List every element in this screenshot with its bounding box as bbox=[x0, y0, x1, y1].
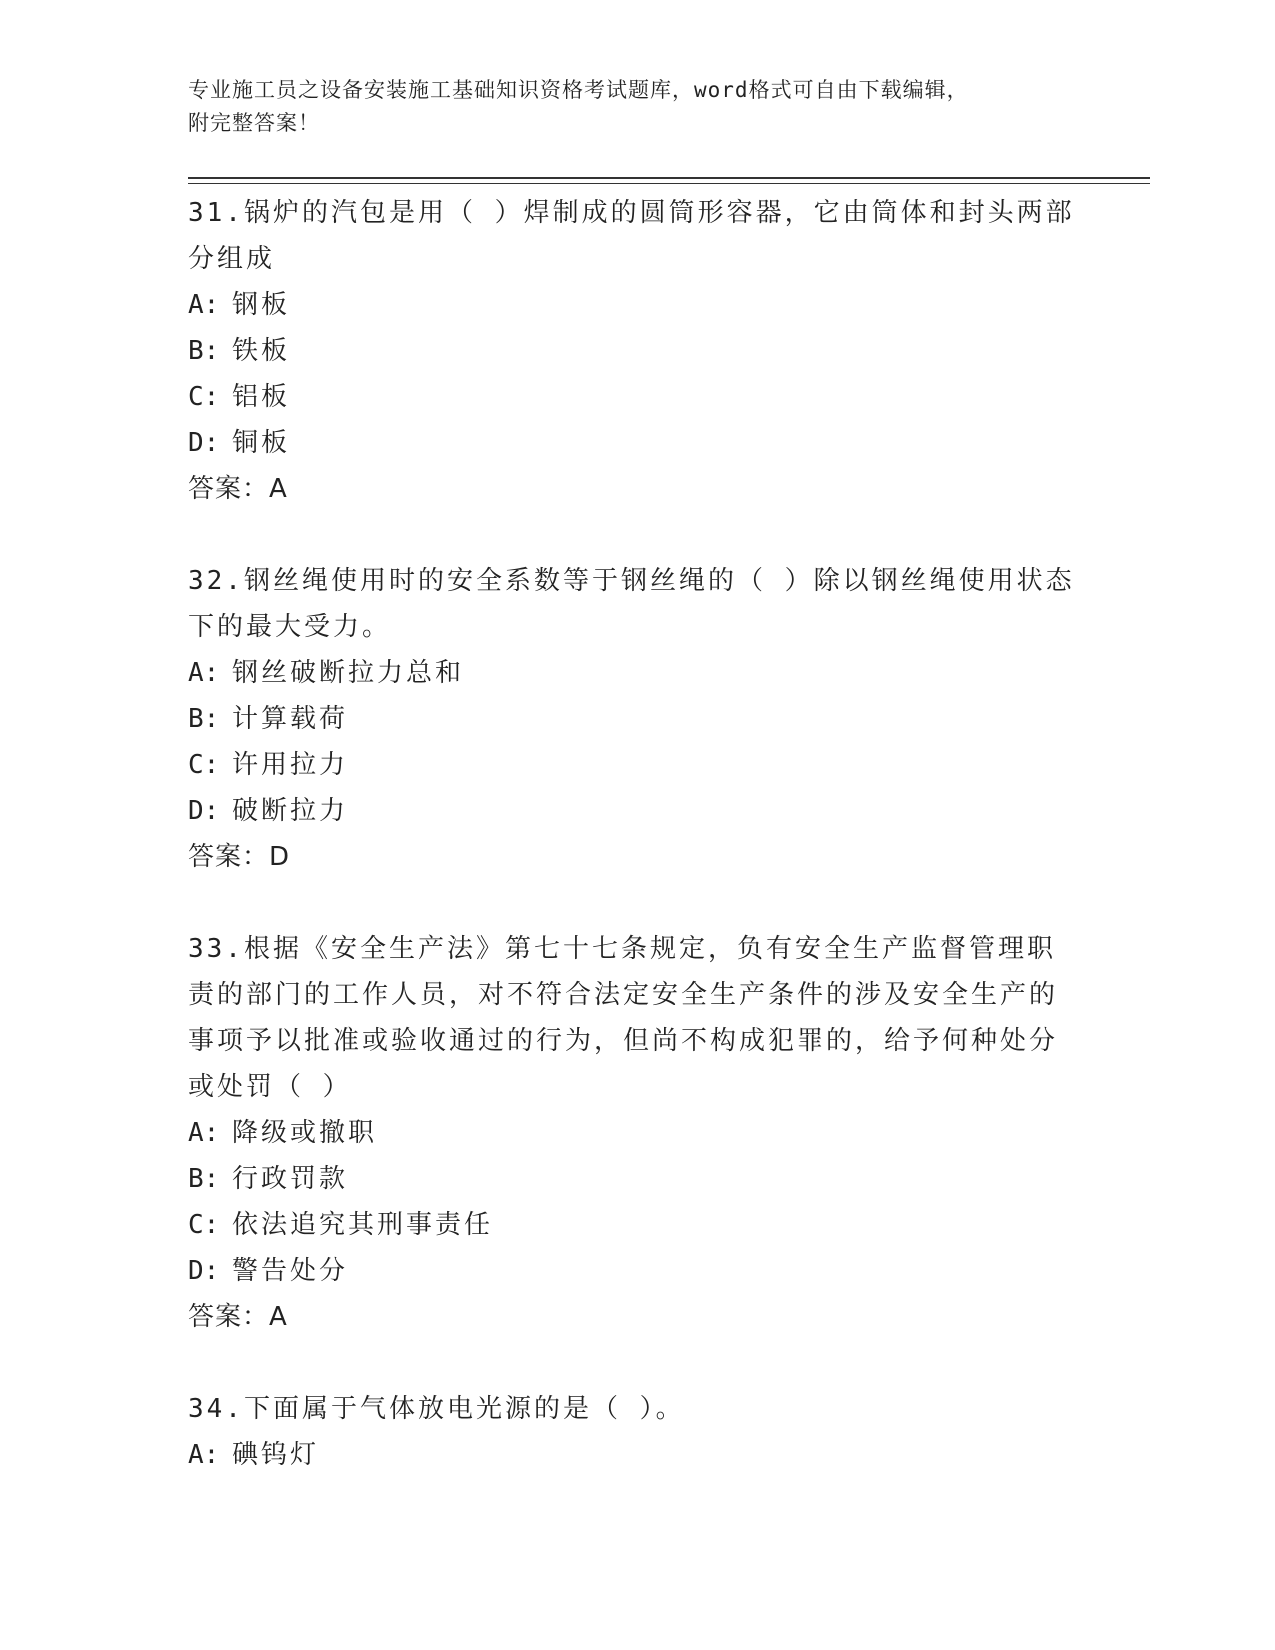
question-text: 34.下面属于气体放电光源的是（ ）。 bbox=[188, 1394, 685, 1424]
option-a bbox=[188, 1432, 1078, 1478]
option-text: 警告处分 bbox=[232, 1256, 349, 1286]
option-c bbox=[188, 374, 1078, 420]
option-text: 降级或撤职 bbox=[232, 1118, 378, 1148]
option-d bbox=[188, 788, 1078, 834]
option-letter: C: bbox=[188, 1210, 220, 1240]
option-letter: C: bbox=[188, 750, 220, 780]
option-a bbox=[188, 282, 1078, 328]
question-34 bbox=[188, 1386, 1078, 1478]
option-text: 钢丝破断拉力总和 bbox=[232, 658, 465, 688]
option-text: 行政罚款 bbox=[232, 1164, 349, 1194]
answer-line: 答案：A bbox=[188, 1302, 288, 1332]
option-d bbox=[188, 1248, 1078, 1294]
question-text: 32.钢丝绳使用时的安全系数等于钢丝绳的（ ）除以钢丝绳使用状态下的最大受力。 bbox=[188, 566, 1075, 642]
option-letter: A: bbox=[188, 1118, 220, 1148]
option-a bbox=[188, 1110, 1078, 1156]
option-text: 破断拉力 bbox=[232, 796, 349, 826]
option-text: 依法追究其刑事责任 bbox=[232, 1210, 494, 1240]
option-text: 铝板 bbox=[232, 382, 291, 412]
question-text: 31.锅炉的汽包是用（ ）焊制成的圆筒形容器，它由筒体和封头两部分组成 bbox=[188, 198, 1075, 274]
option-letter: B: bbox=[188, 704, 220, 734]
header-line-2: 附完整答案！ bbox=[188, 111, 320, 135]
header-divider-thick bbox=[188, 177, 1150, 179]
option-text: 碘钨灯 bbox=[232, 1440, 320, 1470]
option-b bbox=[188, 1156, 1078, 1202]
option-text: 许用拉力 bbox=[232, 750, 349, 780]
option-b bbox=[188, 328, 1078, 374]
option-letter: B: bbox=[188, 1164, 220, 1194]
header-divider-thin bbox=[188, 183, 1150, 184]
question-list bbox=[188, 190, 1078, 1524]
option-letter: A: bbox=[188, 1440, 220, 1470]
option-letter: A: bbox=[188, 290, 220, 320]
question-31 bbox=[188, 190, 1078, 512]
header-line-1: 专业施工员之设备安装施工基础知识资格考试题库，word格式可自由下载编辑， bbox=[188, 78, 969, 102]
answer-line: 答案：A bbox=[188, 474, 288, 504]
document-header bbox=[188, 74, 1088, 140]
question-32 bbox=[188, 558, 1078, 880]
option-text: 计算载荷 bbox=[232, 704, 349, 734]
option-letter: B: bbox=[188, 336, 220, 366]
option-text: 钢板 bbox=[232, 290, 291, 320]
option-c bbox=[188, 742, 1078, 788]
option-letter: D: bbox=[188, 796, 220, 826]
option-letter: D: bbox=[188, 1256, 220, 1286]
question-text: 33.根据《安全生产法》第七十七条规定，负有安全生产监督管理职责的部门的工作人员，对不符合法定安全生产条件的涉及安全生产的事项予以批准或验收通过的行为，但尚不构成犯罪的，给予何种处分或处罚（ ） bbox=[188, 934, 1059, 1102]
option-d bbox=[188, 420, 1078, 466]
answer-line: 答案：D bbox=[188, 842, 291, 872]
option-text: 铜板 bbox=[232, 428, 291, 458]
option-letter: C: bbox=[188, 382, 220, 412]
option-letter: D: bbox=[188, 428, 220, 458]
question-33 bbox=[188, 926, 1078, 1340]
option-a bbox=[188, 650, 1078, 696]
option-letter: A: bbox=[188, 658, 220, 688]
option-c bbox=[188, 1202, 1078, 1248]
option-text: 铁板 bbox=[232, 336, 291, 366]
option-b bbox=[188, 696, 1078, 742]
